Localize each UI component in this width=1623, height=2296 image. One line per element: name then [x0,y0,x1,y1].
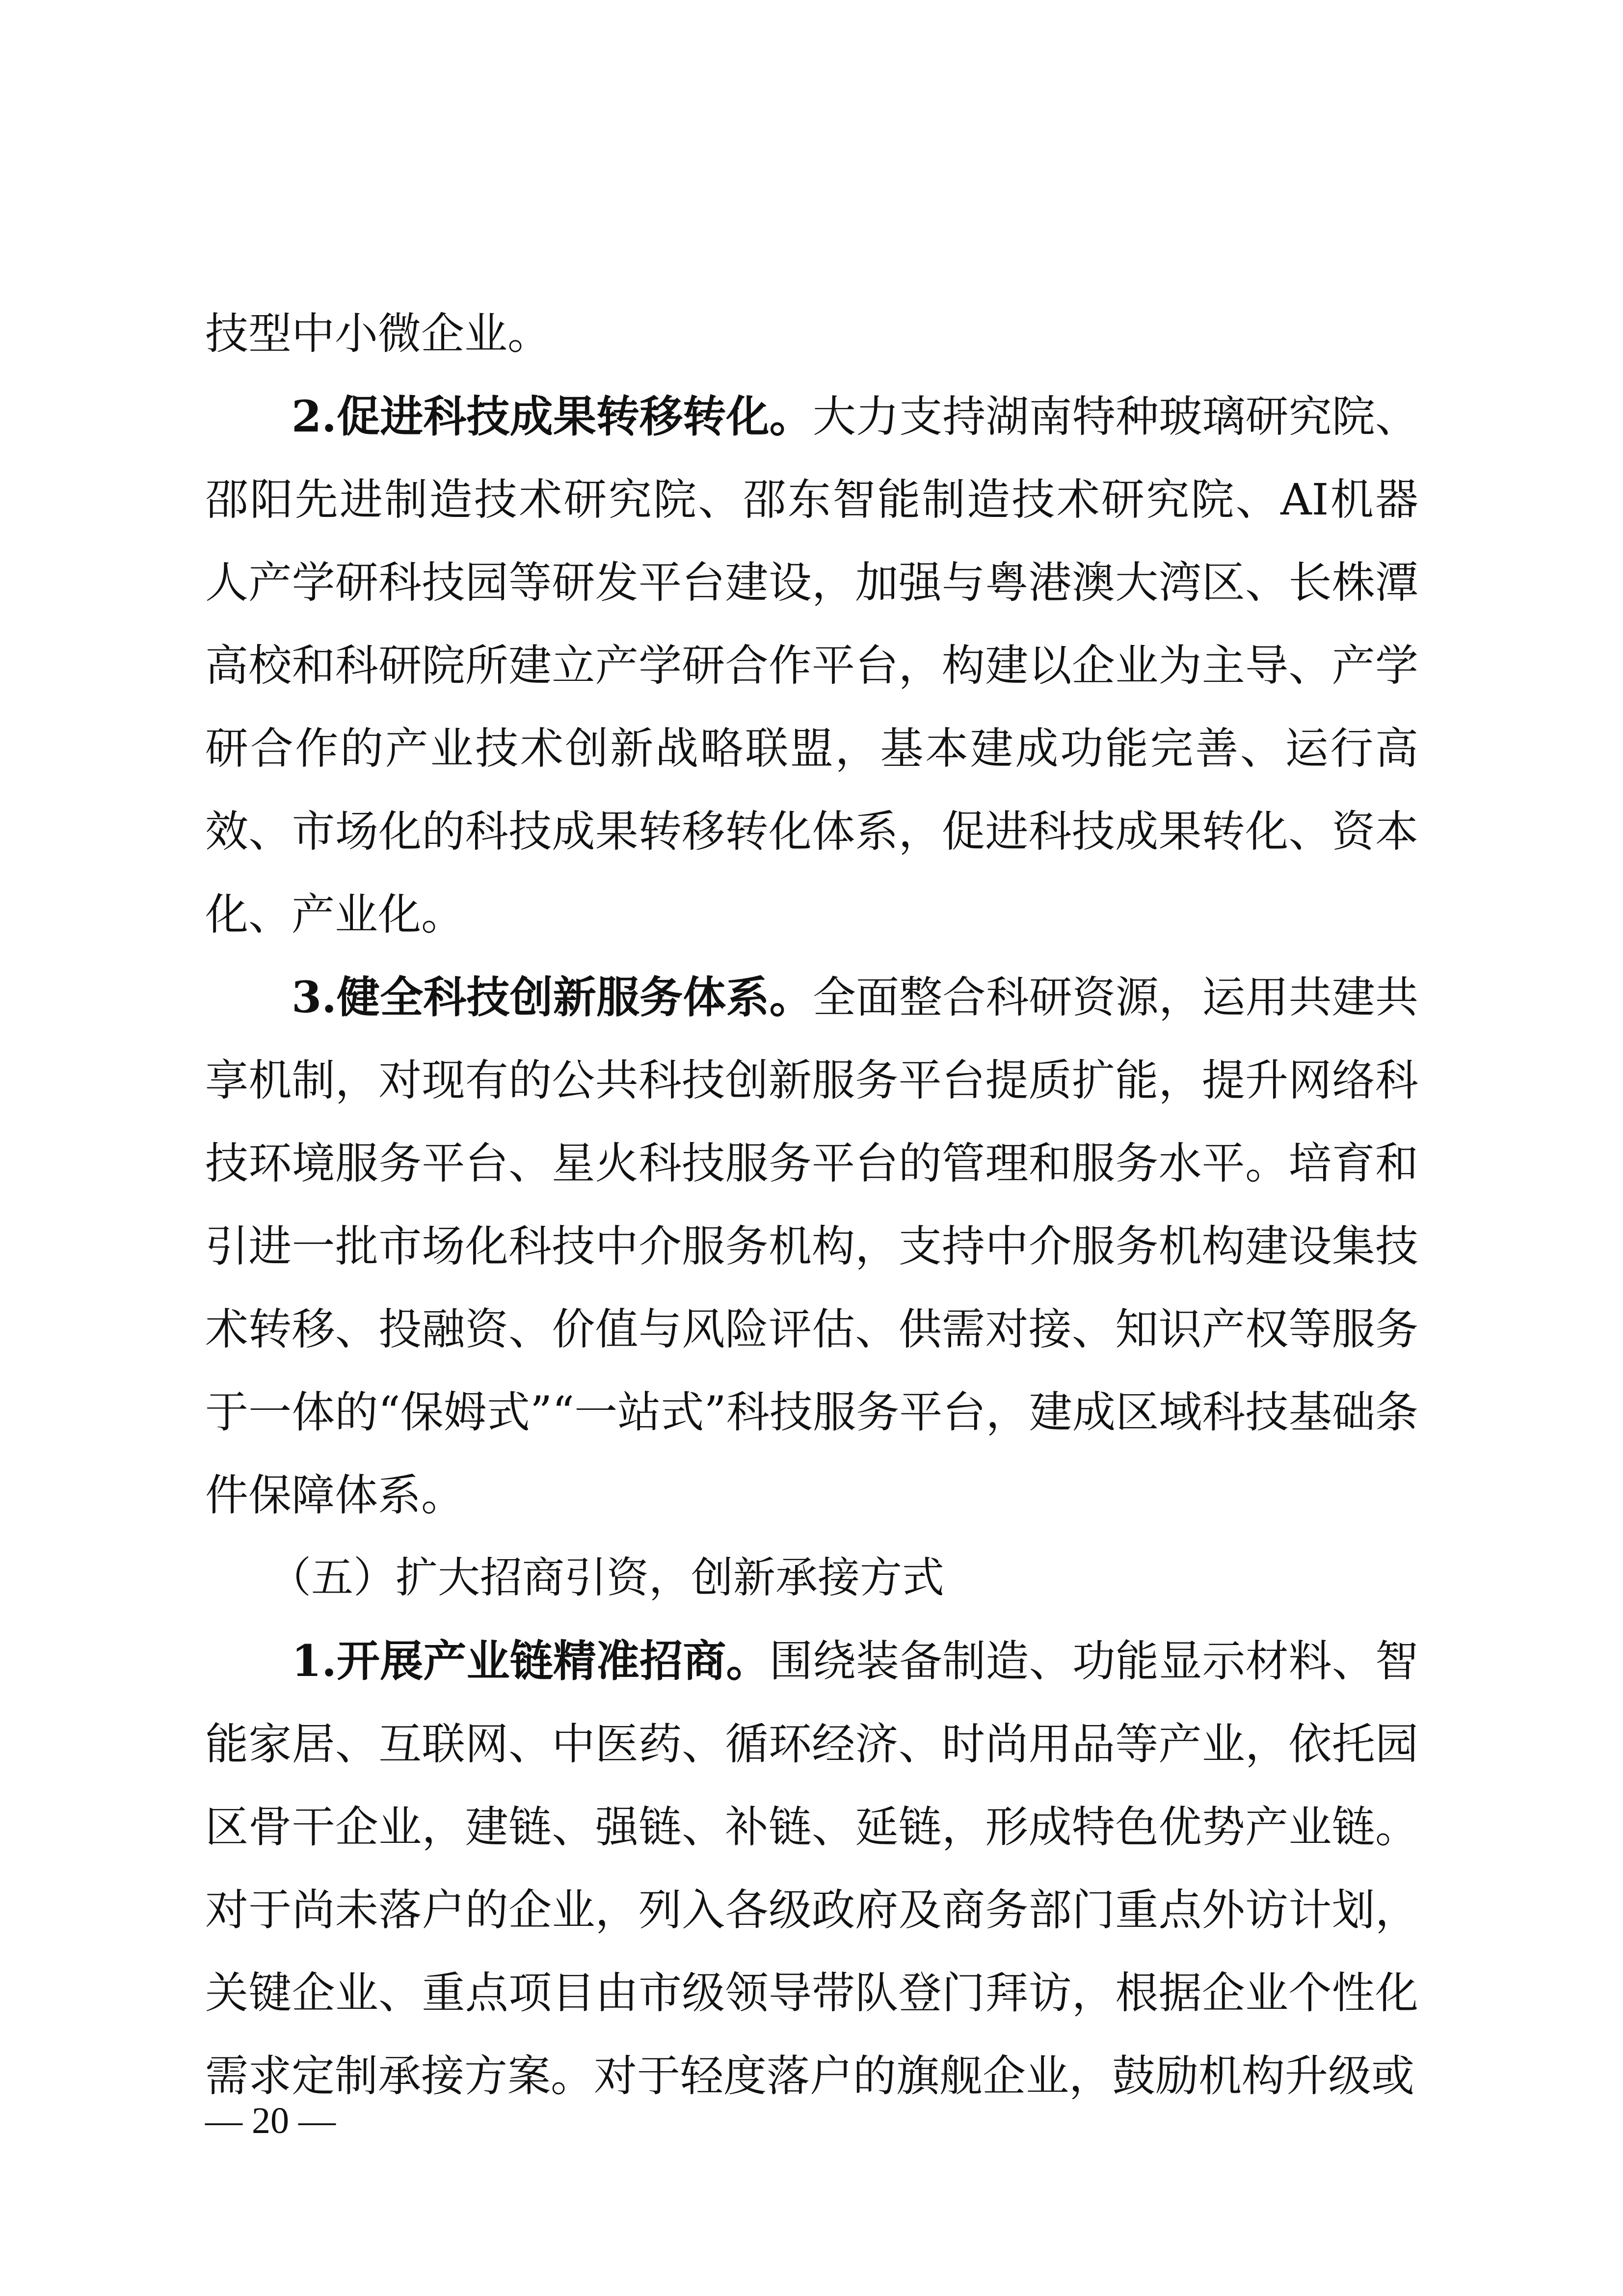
paragraph-industry-chain [205,1620,1418,2117]
paragraph-text: 技型中小微企业。 [205,308,551,359]
paragraph-lead: 2.促进科技成果转移转化。 [292,391,813,442]
paragraph-tech-transfer [205,375,1418,956]
section-heading: （五）扩大招商引资，创新承接方式 [269,1553,944,1602]
paragraph-lead: 1.开展产业链精准招商。 [292,1635,770,1686]
paragraph-lead: 3.健全科技创新服务体系。 [292,972,813,1023]
page-number: — 20 — [205,2100,336,2141]
paragraph-text: 围绕装备制造、功能显示材料、智能家居、互联网、中医药、循环经济、时尚用品等产业，依托园区骨干企业，建链、强链、补链、延链，形成特色优势产业链。对于尚未落户的企业，列入各级政府及商务部门重点外访计划，关键企业、重点项目由市级领导带队登门拜访，根据企业个性化需求定制承接方案。对于轻度落户的旗舰企业，鼓励机构升级或 [205,1636,1418,2101]
paragraph-text: 大力支持湖南特种玻璃研究院、邵阳先进制造技术研究院、邵东智能制造技术研究院、AI机器人产学研科技园等研发平台建设，加强与粤港澳大湾区、长株潭高校和科研院所建立产学研合作平台，构建以企业为主导、产学研合作的产业技术创新战略联盟，基本建成功能完善、运行高效、市场化的科技成果转移转化体系，促进科技成果转化、资本化、产业化。 [205,391,1418,940]
paragraph-service-system [205,956,1418,1537]
body-text [205,292,1418,2117]
paragraph-continuation [205,292,1418,375]
paragraph-text: 全面整合科研资源，运用共建共享机制，对现有的公共科技创新服务平台提质扩能，提升网络科技环境服务平台、星火科技服务平台的管理和服务水平。培育和引进一批市场化科技中介服务机构，支持中介服务机构建设集技术转移、投融资、价值与风险评估、供需对接、知识产权等服务于一体的“保姆式”“一站式”科技服务平台，建成区域科技基础条件保障体系。 [205,972,1418,1520]
